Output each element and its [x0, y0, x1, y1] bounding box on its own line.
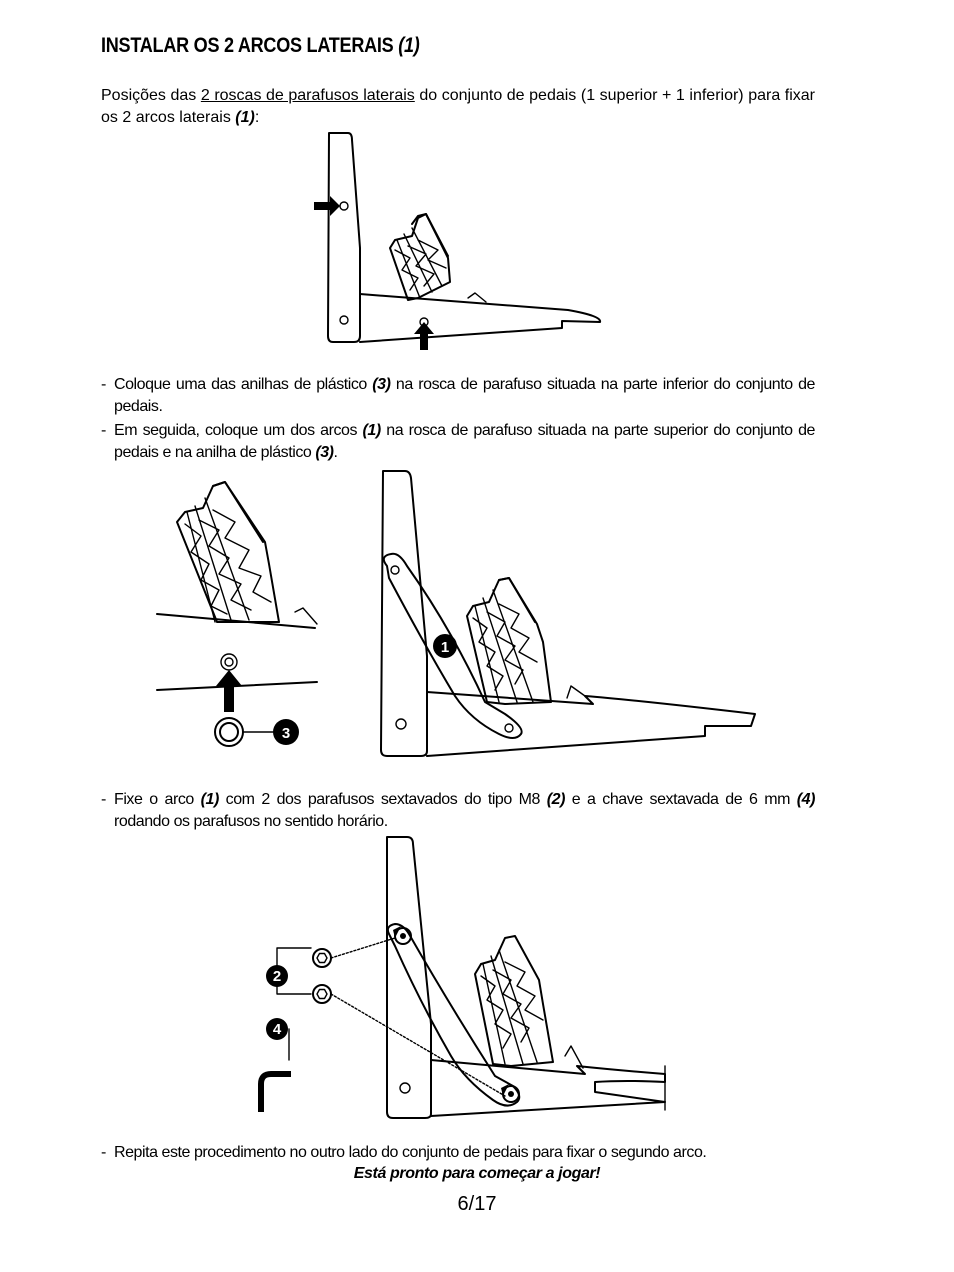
up-arrow-icon: [216, 670, 242, 712]
rotate-clockwise-icon: [393, 926, 411, 944]
callout-badge-2: [266, 965, 288, 987]
callout-badge-4: [266, 1018, 288, 1040]
hex-key-icon: [261, 1074, 291, 1112]
figure-fix-arch: [255, 834, 675, 1124]
figure-thread-positions: [300, 128, 620, 350]
figure-washer-detail: [155, 472, 325, 762]
top-thread-arrow-icon: [314, 196, 348, 216]
svg-text:2: 2: [272, 968, 282, 985]
bottom-thread-arrow-icon: [414, 318, 434, 350]
pedal-cluster-icon: [467, 578, 551, 704]
nut-icon: [221, 654, 237, 670]
callout-badge-3: [273, 719, 299, 745]
svg-text:4: 4: [272, 1021, 282, 1038]
svg-text:3: 3: [281, 725, 291, 742]
pedal-cluster-icon: [390, 214, 450, 300]
step-4: - Repita este procedimento no outro lado do conjunto de pedais para fixar o segundo arco.: [101, 1144, 707, 1161]
svg-text:1: 1: [440, 639, 450, 656]
intro-paragraph: Posições das 2 roscas de parafusos laterais do conjunto de pedais (1 superior + 1 inferior) para fixar os 2 arcos laterais (1):: [101, 87, 816, 126]
rotate-clockwise-icon: [501, 1084, 519, 1102]
plastic-washer-icon: [215, 718, 243, 746]
pedal-cluster-icon: [475, 936, 553, 1066]
step-2: - Em seguida, coloque um dos arcos (1) na rosca de parafuso situada na parte superior do conjunto de pedais e na anilha de plástico (3).: [101, 422, 816, 461]
step-1: - Coloque uma das anilhas de plástico (3) na rosca de parafuso situada na parte inferior do conjunto de pedais.: [101, 376, 816, 415]
closing-line: Está pronto para começar a jogar!: [353, 1165, 601, 1182]
section-heading: INSTALAR OS 2 ARCOS LATERAIS (1): [101, 34, 420, 57]
hex-screw-icon: [313, 985, 331, 1003]
pedal-cluster-icon: [177, 482, 279, 622]
figure-arch-placed: [375, 466, 765, 761]
page-number: 6/17: [457, 1193, 497, 1215]
callout-badge-1: [433, 634, 457, 658]
step-3: - Fixe o arco (1) com 2 dos parafusos sextavados do tipo M8 (2) e a chave sextavada de 6 mm (4) rodando os parafusos no sentido horário.: [101, 791, 815, 830]
hex-screw-icon: [313, 949, 331, 967]
